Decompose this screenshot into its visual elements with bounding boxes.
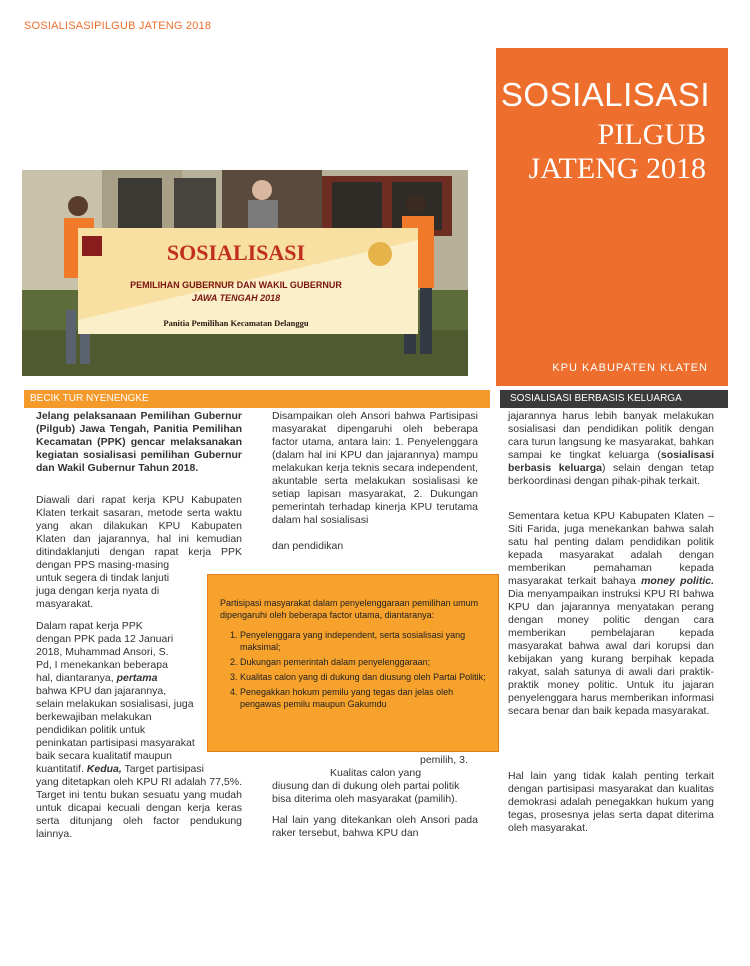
title-subtitle: KPU KABUPATEN KLATEN — [552, 362, 708, 374]
banner-line-2: JAWA TENGAH 2018 — [191, 293, 281, 303]
article-paragraph-2-line-g: selain melakukan sosialisasi, juga — [36, 698, 194, 710]
article-paragraph-2-line-e: hal, diantaranya, pertama — [36, 672, 158, 684]
person-center-head — [252, 180, 272, 200]
article-paragraph-2-line-b: dengan PPK pada 12 Januari — [36, 633, 174, 645]
banner-title: SOSIALISASI — [166, 240, 306, 265]
article-paragraph-2-line-l: kuantitatif. Kedua, Target partisipasi — [36, 763, 204, 775]
article-paragraph-2-line-j: peninkatan partisipasi masyarakat — [36, 737, 195, 749]
title-line-2: PILGUB — [597, 118, 706, 151]
banner-footer: Panitia Pemilihan Kecamatan Delanggu — [163, 318, 309, 328]
title-line-1: SOSIALISASI — [500, 76, 710, 113]
pull-quote-item: 3. Kualitas calon yang di dukung dan diusung oleh Partai Politik; — [240, 671, 488, 683]
article-paragraph-1-wrap-b: juga dengan kerja nyata di — [36, 585, 160, 597]
section-bar-right: SOSIALISASI BERBASIS KELUARGA — [500, 390, 728, 408]
person-left-head — [68, 196, 88, 216]
article-paragraph-1-wrap-a: untuk segera di tindak lanjuti — [36, 572, 170, 584]
pull-quote-intro: Partisipasi masyarakat dalam penyelenggaraan pemilihan umum dipengaruhi oleh beberapa factor utama, diantaranya: — [220, 598, 479, 620]
article-middle-paragraph-1: Disampaikan oleh Ansori bahwa Partisipasi masyarakat dipengaruhi oleh beberapa factor utama, antara lain: 1. Penyelenggara (dalam hal ini KPU dan jajarannya) mampu melakukan kerja teknis secara independent, akuntable serta melakukan sosialisasi ke setiap lapisan masyarakat, 2. Dukungan pemerintah terhadap kinerja KPU terutama dalam hal sosialisasi — [272, 410, 478, 526]
section-bar-left: BECIK TUR NYENENGKE — [24, 390, 490, 408]
title-box — [496, 48, 728, 386]
article-middle-paragraph-1-end: dan pendidikan — [272, 540, 344, 552]
article-paragraph-2-line-k: baik secara kualitatif maupun — [36, 750, 172, 762]
person-right-head — [406, 194, 426, 214]
article-right-paragraph-2: Sementara ketua KPU Kabupaten Klaten – Siti Farida, juga menekankan bahwa salah satu hal penting dalam pendidikan politik kepada masyarakat adalah dengan memberikan pemahaman kepada masyarakat terkait bahaya money politic. Dia menyampaikan instruksi KPU RI bahwa KPU dan jajarannya menyatakan perang dengan money politic dengan cara memberikan pembelajaran kepada masyarakat bahwa awal dari korupsi dan kebijakan yang kurang berpihak kepada rakyat, salah satunya di awali dari praktik-praktik money politic. Untuk itu jajaran penyelenggara harus memberikan informasi secara benar dan baik kepada masyarakat. — [508, 510, 714, 717]
pull-quote-item: 4. Penegakkan hokum pemilu yang tegas dan jelas oleh pengawas pemilu maupun Gakumdu — [240, 686, 488, 710]
window-left — [118, 178, 162, 230]
article-paragraph-2-line-c: 2018, Muhammad Ansori, S. — [36, 646, 169, 658]
article-paragraph-2-line-f: bahwa KPU dan jajarannya, — [36, 685, 167, 697]
article-paragraph-1: Diawali dari rapat kerja KPU Kabupaten Klaten terkait sasaran, metode serta waktu yang akan dilakukan KPU Kabupaten Klaten dan jajarannya, hal ini kemudian ditindaklanjuti dengan rapat kerja PPK dengan PPS masing-masing — [36, 494, 242, 571]
window-center — [174, 178, 216, 230]
article-paragraph-2-line-m: yang ditetapkan oleh KPU RI adalah 77,5%. Target ini tentu bukan sesuatu yang mudah untuk dicapai kecuali dengan kerja keras serta ditunjang oleh factor pendukung lainnya. — [36, 776, 242, 840]
mascot-icon — [368, 242, 392, 266]
article-paragraph-2-line-i: pendidikan politik untuk — [36, 724, 146, 736]
pull-quote-list — [220, 629, 488, 710]
article-paragraph-2-line-h: berkewajiban melakukan — [36, 711, 152, 723]
header-label: SOSIALISASIPILGUB JATENG 2018 — [24, 20, 212, 32]
banner-line-1: PEMILIHAN GUBERNUR DAN WAKIL GUBERNUR — [130, 280, 342, 290]
article-middle-paragraph-2-line-b: Kualitas calon yang — [330, 767, 422, 779]
article-middle-paragraph-3: Hal lain yang ditekankan oleh Ansori pada raker tersebut, bahwa KPU dan — [272, 814, 478, 839]
article-middle-paragraph-2-line-c: diusung dan di dukung oleh partai politik bisa diterima oleh masyarakat (pamilih). — [272, 780, 460, 805]
article-paragraph-1-wrap-c: masyarakat. — [36, 598, 94, 610]
article-middle-paragraph-2-line-a: pemilih, 3. — [420, 754, 468, 766]
pull-quote-item: 2. Dukungan pemerintah dalam penyelenggaraan; — [240, 656, 488, 668]
article-right-paragraph-3: Hal lain yang tidak kalah penting terkait dengan partisipasi masyarakat dan kualitas demokrasi adalah penegakkan hukum yang tegas, prosesnya jelas serta dapat diterima oleh masyarakat. — [508, 770, 714, 834]
article-paragraph-2-line-d: Pd, I menekankan beberapa — [36, 659, 168, 671]
pull-quote-item: 1. Penyelenggara yang independent, serta sosialisasi yang maksimal; — [240, 629, 488, 653]
sosialisasi-photo — [22, 170, 468, 376]
article-lead: Jelang pelaksanaan Pemilihan Gubernur (Pilgub) Jawa Tengah, Panitia Pemilihan Kecamatan (PPK) gencar melaksanakan kegiatan sosialisasi pemilihan Gubernur dan Wakil Gubernur Tahun 2018. — [36, 410, 242, 474]
pull-quote-box — [207, 574, 499, 752]
article-right-paragraph-1: jajarannya harus lebih banyak melakukan sosialisasi dan pendidikan politik dengan cara turun langsung ke masyarakat, bahkan sampai ke tingkat keluarga (sosialisasi berbasis keluarga) selain dengan tetap berkoordinasi dengan pihak-pihak terkait. — [508, 410, 714, 487]
article-paragraph-2-line-a: Dalam rapat kerja PPK — [36, 620, 143, 632]
kpu-logo — [82, 236, 102, 256]
title-line-3: JATENG 2018 — [528, 152, 706, 185]
